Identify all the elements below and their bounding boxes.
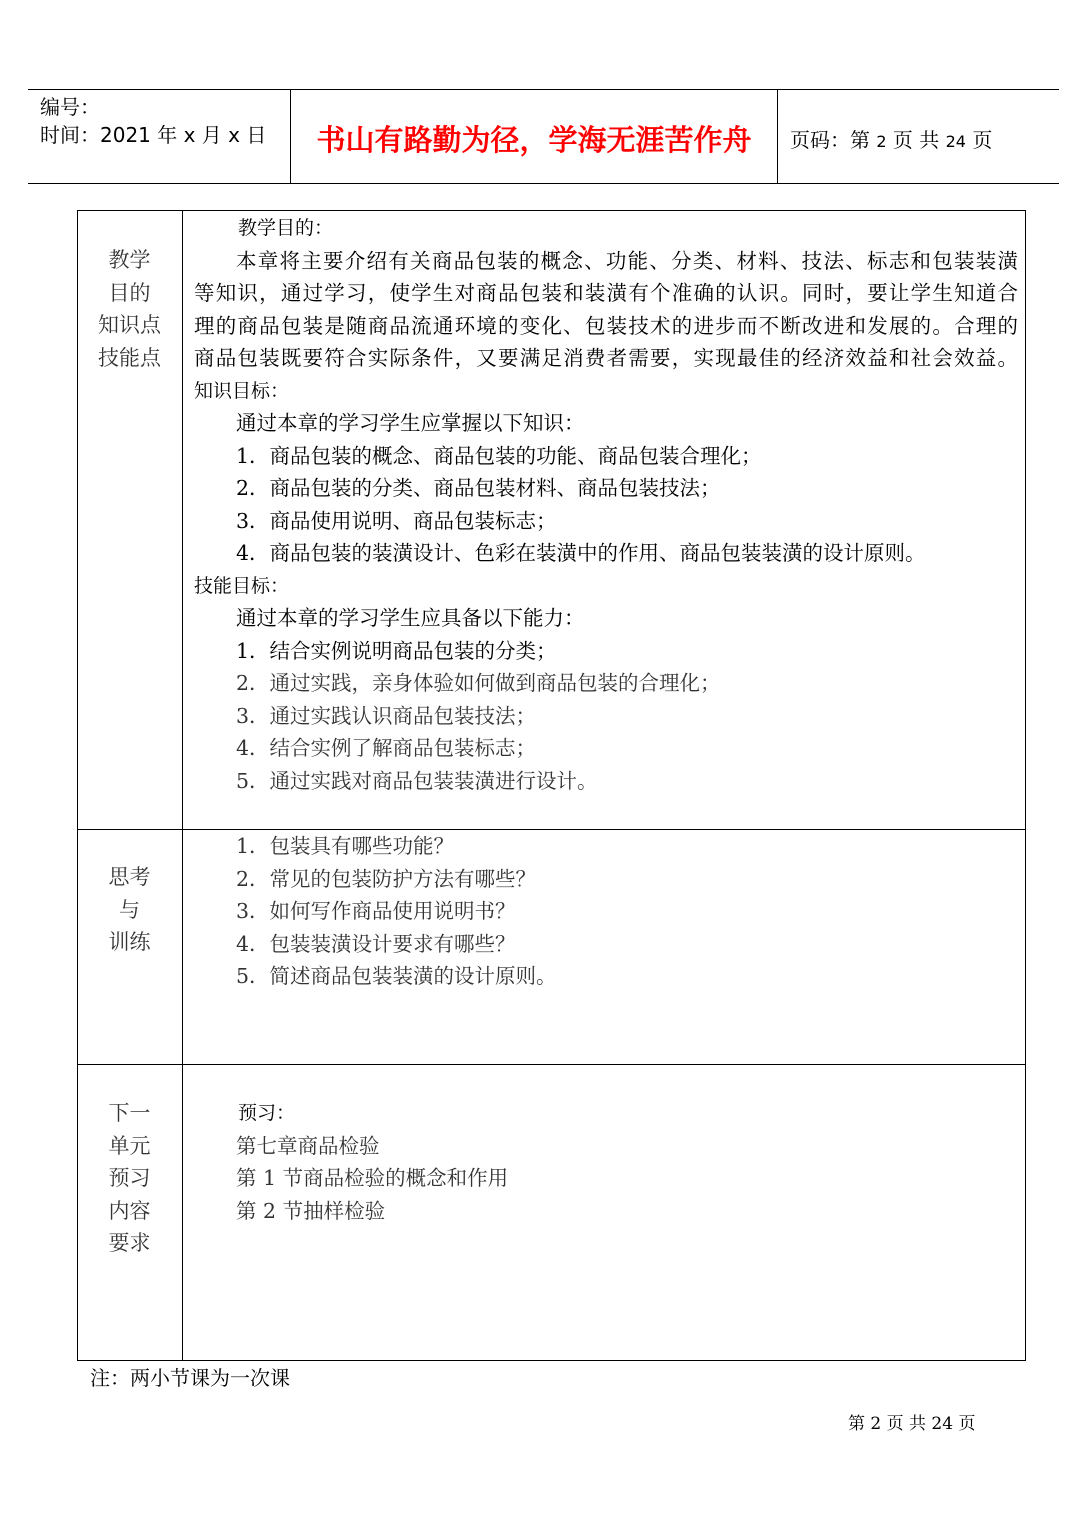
exercise-content [194,830,1018,993]
preview-content [194,1097,1018,1227]
preview-label: 下一 单元 预习 内容 要求 [108,1101,151,1255]
preview-item: 第七章商品检验 [236,1133,380,1158]
document-number-label: 编号： [40,95,100,119]
page-header [28,89,1059,184]
objectives-intro-line: 本章将主要介绍有关商品包装的概念、功能、分类、材料、技法、标志和包装装潢 [236,248,1018,273]
page-suffix: 页 [972,128,993,152]
table-row-divider [77,1064,1026,1065]
skill-title: 技能目标： [194,574,290,597]
objectives-title: 教学目的： [238,217,334,239]
preview-item: 第 1 节商品检验的概念和作用 [236,1166,509,1190]
exercise-item: 3．如何写作商品使用说明书？ [236,899,516,923]
knowledge-item: 3．商品使用说明、商品包装标志； [236,508,557,533]
skill-item: 1．结合实例说明商品包装的分类； [236,638,557,663]
header-page-info [790,124,992,153]
page-mid: 页 共 [892,128,940,152]
exercise-item: 4．包装装潢设计要求有哪些？ [236,931,516,956]
skill-item: 5．通过实践对商品包装装潢进行设计。 [236,768,598,793]
knowledge-intro: 通过本章的学习学生应掌握以下知识： [236,411,585,435]
preview-item: 第 2 节抽样检验 [236,1198,386,1223]
objectives-intro-line: 商品包装既要符合实际条件，又要满足消费者需要，实现最佳的经济效益和社会效益。 [194,346,1018,370]
skill-item: 4．结合实例了解商品包装标志； [236,736,537,760]
header-divider [777,90,778,183]
knowledge-item: 2．商品包装的分类、商品包装材料、商品包装技法； [236,476,721,500]
exercise-item: 5．简述商品包装装潢的设计原则。 [236,964,557,988]
page-prefix: 页码：第 [790,128,870,152]
objectives-intro-line: 理的商品包装是随商品流通环境的变化、包装技术的进步而不断改进和发展的。合理的 [194,313,1018,338]
header-meta [40,93,266,149]
page-total: 24 [945,132,966,151]
header-motto: 书山有路勤为径，学海无涯苦作舟 [316,123,752,157]
exercise-item: 2．常见的包装防护方法有哪些？ [236,866,537,891]
preview-title: 预习： [238,1102,296,1124]
lesson-plan-table [77,210,1026,1361]
page-footer: 第 2 页 共 24 页 [848,1414,976,1434]
table-column-divider [182,210,183,1361]
knowledge-title: 知识目标： [194,379,290,402]
document-time: 时间：2021 年 x 月 x 日 [40,123,267,147]
knowledge-item: 4．商品包装的装潢设计、色彩在装潢中的作用、商品包装装潢的设计原则。 [236,541,926,565]
objectives-content [194,212,1018,797]
footnote: 注：两小节课为一次课 [90,1366,290,1390]
exercise-label: 思考 与 训练 [108,865,151,954]
skill-intro: 通过本章的学习学生应具备以下能力： [236,606,585,630]
skill-item: 3．通过实践认识商品包装技法； [236,703,537,728]
knowledge-item: 1．商品包装的概念、商品包装的功能、商品包装合理化； [236,443,762,468]
page-number: 2 [876,132,887,151]
objectives-label: 教学 目的 知识点 技能点 [98,248,161,370]
objectives-intro-line: 等知识，通过学习，使学生对商品包装和装潢有个准确的认识。同时，要让学生知道合 [194,281,1018,305]
skill-item: 2．通过实践，亲身体验如何做到商品包装的合理化； [236,671,721,695]
exercise-item: 1．包装具有哪些功能？ [236,834,455,858]
